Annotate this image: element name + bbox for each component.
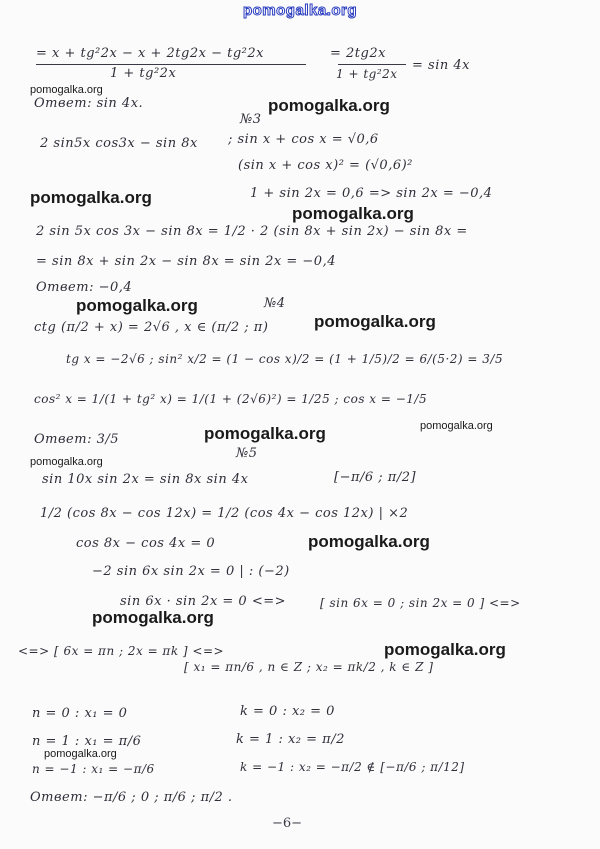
- hw-line: ; sin x + cos x = √0,6: [228, 132, 379, 147]
- hw-line: = sin 8x + sin 2x − sin 8x = sin 2x = −0,4: [36, 254, 336, 269]
- hw-line: = x + tg²2x − x + 2tg2x − tg²2x: [36, 46, 264, 61]
- hw-task-number: №5: [236, 446, 258, 461]
- hw-line: = sin 4x: [412, 58, 470, 73]
- hw-line: [−π/6 ; π/2]: [334, 470, 417, 485]
- hw-line: tg x = −2√6 ; sin² x/2 = (1 − cos x)/2 = (1 + 1/5)/2 = 6/(5·2) = 3/5: [66, 352, 504, 366]
- watermark-text: pomogalka.org: [76, 296, 198, 315]
- watermark-text: pomogalka.org: [92, 608, 214, 627]
- fraction-bar: [338, 64, 406, 65]
- page-number: −6−: [272, 816, 303, 831]
- watermark-text: pomogalka.org: [420, 420, 493, 432]
- hw-answer: Ответ: sin 4x.: [34, 96, 144, 111]
- hw-line: n = 1 : x₁ = π/6: [32, 734, 142, 749]
- watermark-text: pomogalka.org: [292, 204, 414, 223]
- hw-task-number: №3: [240, 112, 262, 127]
- hw-line: 1 + tg²2x: [336, 67, 398, 81]
- hw-line: k = −1 : x₂ = −π/2 ∉ [−π/6 ; π/12]: [240, 760, 465, 774]
- hw-answer: Ответ: −π/6 ; 0 ; π/6 ; π/2 .: [30, 790, 233, 805]
- hw-line: k = 1 : x₂ = π/2: [236, 732, 345, 747]
- hw-line: n = 0 : x₁ = 0: [32, 706, 128, 721]
- hw-answer: Ответ: −0,4: [36, 280, 133, 295]
- hw-line: sin 6x · sin 2x = 0 <=>: [120, 594, 287, 609]
- watermark-text: pomogalka.org: [384, 640, 506, 659]
- hw-line: ctg (π/2 + x) = 2√6 , x ∈ (π/2 ; π): [34, 320, 269, 335]
- watermark-text: pomogalka.org: [30, 456, 103, 468]
- hw-line: k = 0 : x₂ = 0: [240, 704, 335, 719]
- hw-line: [ sin 6x = 0 ; sin 2x = 0 ] <=>: [320, 596, 521, 610]
- hw-line: = 2tg2x: [330, 46, 386, 61]
- hw-line: 1 + tg²2x: [110, 66, 177, 81]
- hw-task-number: №4: [264, 296, 286, 311]
- watermark-text: pomogalka.org: [30, 188, 152, 207]
- hw-line: 2 sin5x cos3x − sin 8x: [40, 136, 198, 151]
- hw-answer: Ответ: 3/5: [34, 432, 120, 447]
- watermark-text: pomogalka.org: [30, 84, 103, 96]
- site-header-logo: pomogalka.org: [242, 2, 357, 19]
- hw-line: sin 10x sin 2x = sin 8x sin 4x: [42, 472, 249, 487]
- hw-line: <=> [ 6x = πn ; 2x = πk ] <=>: [18, 644, 225, 658]
- hw-line: (sin x + cos x)² = (√0,6)²: [238, 158, 413, 173]
- hw-line: cos² x = 1/(1 + tg² x) = 1/(1 + (2√6)²) = 1/25 ; cos x = −1/5: [34, 392, 428, 406]
- watermark-text: pomogalka.org: [44, 748, 117, 760]
- hw-line: n = −1 : x₁ = −π/6: [32, 762, 155, 776]
- watermark-text: pomogalka.org: [204, 424, 326, 443]
- hw-line: 1 + sin 2x = 0,6 => sin 2x = −0,4: [250, 186, 493, 201]
- hw-line: cos 8x − cos 4x = 0: [76, 536, 216, 551]
- watermark-text: pomogalka.org: [268, 96, 390, 115]
- hw-line: 2 sin 5x cos 3x − sin 8x = 1/2 · 2 (sin 8x + sin 2x) − sin 8x =: [36, 224, 468, 239]
- hw-line: 1/2 (cos 8x − cos 12x) = 1/2 (cos 4x − cos 12x) | ×2: [40, 506, 409, 521]
- fraction-bar: [36, 64, 306, 65]
- hw-line: [ x₁ = πn/6 , n ∈ Z ; x₂ = πk/2 , k ∈ Z ]: [184, 660, 434, 674]
- hw-line: −2 sin 6x sin 2x = 0 | : (−2): [92, 564, 290, 579]
- watermark-text: pomogalka.org: [308, 532, 430, 551]
- watermark-text: pomogalka.org: [314, 312, 436, 331]
